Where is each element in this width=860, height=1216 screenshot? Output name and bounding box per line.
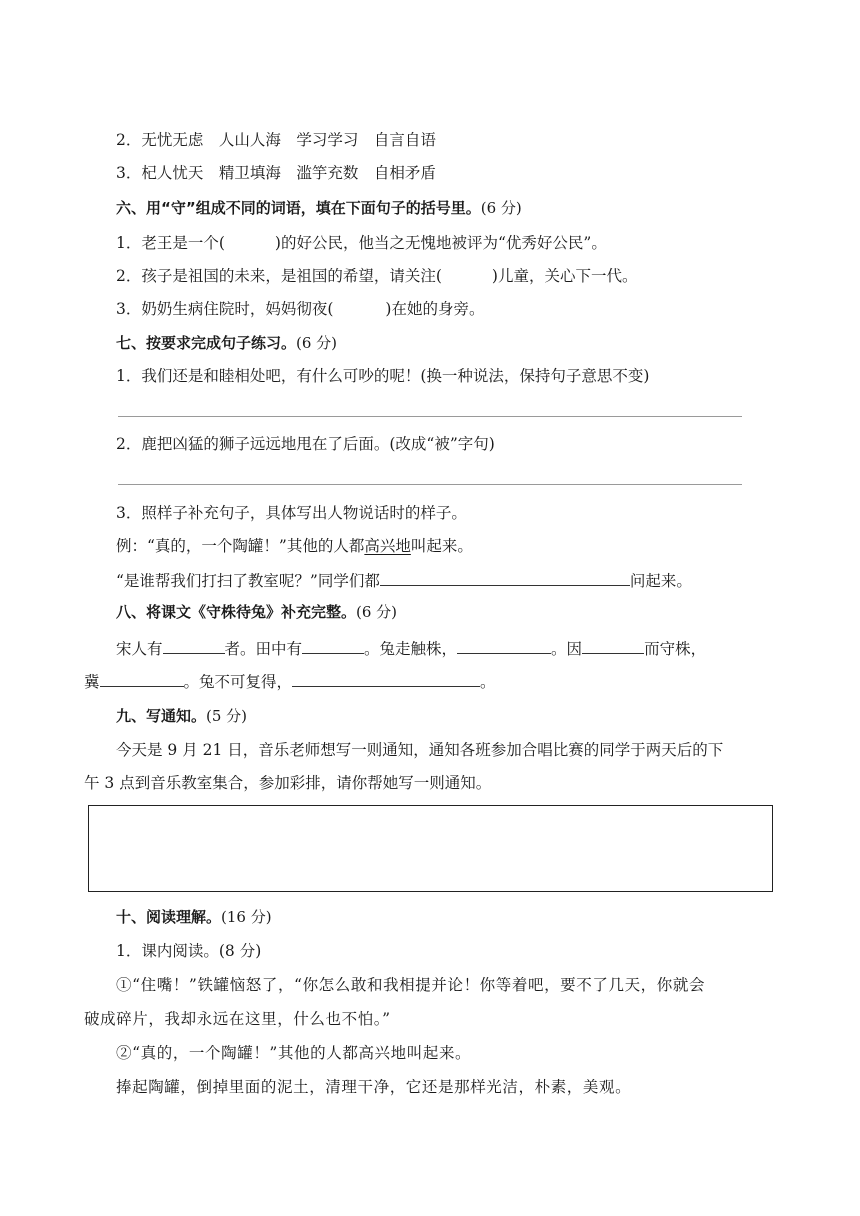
q7-example-part-a: 例：“真的，一个陶罐！”其他的人都 — [116, 537, 365, 555]
q7-example-part-b: 叫起来。 — [410, 537, 473, 555]
q8-text-3: 。兔走触株， — [364, 640, 458, 658]
reading-para-1-line-1: ①“住嘴！”铁罐恼怒了，“你怎么敢和我相提并论！你等着吧，要不了几天，你就会 — [116, 976, 706, 994]
q10-subheading-1: 1．课内阅读。(8 分) — [116, 942, 262, 960]
q9-prompt-line-2: 午 3 点到音乐教室集合，参加彩排，请你帮她写一则通知。 — [84, 774, 492, 792]
q8-blank-1[interactable] — [163, 637, 225, 654]
q7-answer-line-2[interactable] — [118, 484, 742, 485]
q6-heading-text: 六、用“守”组成不同的词语，填在下面句子的括号里。 — [116, 199, 481, 217]
q8-points: (6 分) — [356, 603, 398, 621]
q9-points: (5 分) — [206, 707, 248, 725]
q10-heading — [116, 907, 272, 927]
q5-item-3: 3．杞人忧天 精卫填海 滥竽充数 自相矛盾 — [116, 164, 436, 182]
q6-s1-part-a: 1．老王是一个( — [116, 234, 225, 252]
q8-heading-text: 八、将课文《守株待兔》补充完整。 — [116, 603, 357, 621]
q8-text-7: 。兔不可复得， — [183, 673, 293, 691]
q8-heading — [116, 602, 397, 622]
q6-s2-part-b: )儿童，关心下一代。 — [491, 267, 638, 285]
q7-fill-blank[interactable] — [380, 569, 630, 586]
q8-text-2: 者。田中有 — [224, 640, 303, 658]
q7-example — [116, 536, 473, 556]
q7-heading-text: 七、按要求完成句子练习。 — [116, 334, 297, 352]
q7-fill-part-b: 问起来。 — [629, 572, 692, 590]
reading-para-2: ②“真的，一个陶罐！”其他的人都高兴地叫起来。 — [116, 1044, 472, 1062]
q7-sentence-1: 1．我们还是和睦相处吧，有什么可吵的呢！(换一种说法，保持句子意思不变) — [116, 367, 650, 385]
q7-fill-part-a: “是谁帮我们打扫了教室呢？”同学们都 — [116, 572, 380, 590]
q10-heading-text: 十、阅读理解。 — [116, 908, 222, 926]
q8-line-1 — [116, 637, 706, 659]
q6-s3-part-a: 3．奶奶生病住院时，妈妈彻夜( — [116, 300, 334, 318]
q8-text-5: 而守株， — [644, 640, 707, 658]
q7-fill-sentence — [116, 569, 692, 591]
q6-heading — [116, 198, 522, 218]
q5-item-2: 2．无忧无虑 人山人海 学习学习 自言自语 — [116, 131, 436, 149]
q6-sentence-1 — [116, 233, 607, 253]
q9-heading-text: 九、写通知。 — [116, 707, 207, 725]
q6-s2-part-a: 2．孩子是祖国的未来，是祖国的希望，请关注( — [116, 267, 442, 285]
reading-para-1-line-2: 破成碎片，我却永远在这里，什么也不怕。” — [84, 1010, 391, 1028]
q6-s1-part-b: )的好公民，他当之无愧地被评为“优秀好公民”。 — [274, 234, 607, 252]
q8-blank-2[interactable] — [302, 637, 364, 654]
q8-text-8: 。 — [480, 673, 496, 691]
q10-points: (16 分) — [221, 908, 272, 926]
q9-heading — [116, 706, 247, 726]
notice-answer-box[interactable] — [88, 805, 773, 892]
q7-points: (6 分) — [296, 334, 338, 352]
q8-line-2 — [84, 670, 496, 692]
reading-para-3: 捧起陶罐，倒掉里面的泥土，清理干净，它还是那样光洁，朴素，美观。 — [116, 1078, 632, 1096]
q8-text-1: 宋人有 — [116, 640, 163, 658]
q8-blank-5[interactable] — [100, 670, 184, 687]
q6-sentence-3 — [116, 299, 484, 319]
q6-s3-part-b: )在她的身旁。 — [385, 300, 485, 318]
q8-text-4: 。因 — [551, 640, 583, 658]
q8-text-6: 冀 — [84, 673, 100, 691]
q7-sentence-3: 3．照样子补充句子，具体写出人物说话时的样子。 — [116, 504, 467, 522]
q6-points: (6 分) — [480, 199, 522, 217]
q8-blank-3[interactable] — [457, 637, 551, 654]
q7-heading — [116, 333, 337, 353]
q6-sentence-2 — [116, 266, 637, 286]
q7-example-underlined: 高兴地 — [364, 537, 411, 555]
q7-sentence-2: 2．鹿把凶猛的狮子远远地甩在了后面。(改成“被”字句) — [116, 435, 495, 453]
q8-blank-6[interactable] — [292, 670, 480, 687]
q7-answer-line-1[interactable] — [118, 416, 742, 417]
q9-prompt-line-1: 今天是 9 月 21 日，音乐老师想写一则通知，通知各班参加合唱比赛的同学于两天后的下 — [116, 741, 724, 759]
q8-blank-4[interactable] — [582, 637, 644, 654]
